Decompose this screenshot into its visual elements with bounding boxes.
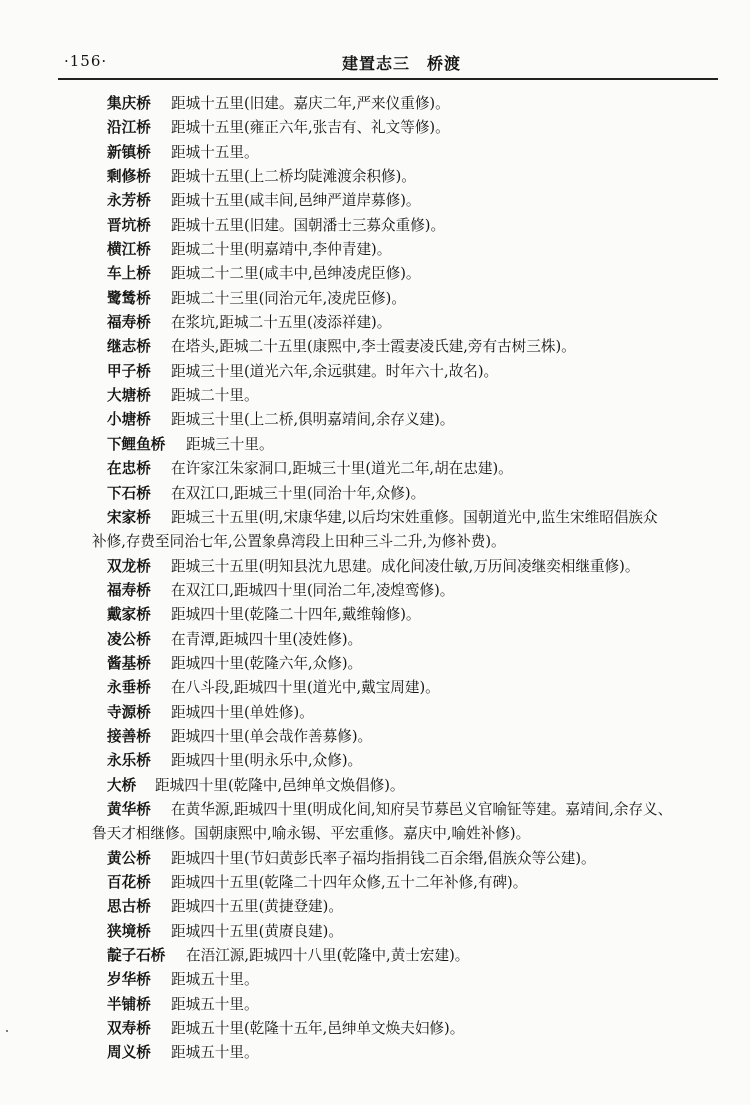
entry bbox=[0, 847, 750, 871]
entry-name: 下鲤鱼桥 bbox=[107, 435, 166, 453]
entry bbox=[0, 433, 750, 457]
entry-desc: 在浯江源,距城四十八里(乾隆中,黄士宏建)。 bbox=[186, 947, 470, 965]
entry-desc: 距城四十里(单会哉作善募修)。 bbox=[171, 727, 373, 745]
entry-name: 福寿桥 bbox=[107, 314, 151, 332]
entry bbox=[0, 384, 750, 408]
entry-desc: 在黄华源,距城四十里(明成化间,知府吴节募邑义官喻钲等建。嘉靖间,余存义、 bbox=[171, 800, 673, 818]
entry bbox=[0, 482, 750, 506]
entry-name: 大塘桥 bbox=[107, 387, 151, 405]
page-header bbox=[58, 50, 718, 80]
entry bbox=[0, 457, 750, 481]
entry-name: 黄公桥 bbox=[107, 849, 151, 867]
entry bbox=[0, 360, 750, 384]
entry-name: 永乐桥 bbox=[107, 752, 151, 770]
entry-desc: 在塔头,距城二十五里(康熙中,李士霞妻凌氏建,旁有古树三株)。 bbox=[171, 338, 576, 356]
entry bbox=[0, 701, 750, 725]
entry bbox=[0, 116, 750, 140]
entry bbox=[0, 165, 750, 189]
entry bbox=[0, 676, 750, 700]
entry-desc: 距城四十五里(黄捷登建)。 bbox=[171, 898, 343, 916]
entry bbox=[0, 774, 750, 798]
entry bbox=[0, 993, 750, 1017]
entry-desc: 在浆坑,距城二十五里(凌添祥建)。 bbox=[171, 314, 392, 332]
entry-name: 集庆桥 bbox=[107, 95, 151, 112]
entry-name: 狭境桥 bbox=[107, 922, 151, 940]
bridge-list bbox=[0, 92, 750, 1066]
entry bbox=[0, 408, 750, 432]
entry-name: 戴家桥 bbox=[107, 606, 151, 624]
entry-name: 继志桥 bbox=[107, 338, 151, 356]
entry-name: 永芳桥 bbox=[107, 192, 151, 210]
entry bbox=[0, 555, 750, 579]
entry bbox=[0, 1041, 750, 1065]
entry-name: 周义桥 bbox=[107, 1044, 151, 1062]
entry bbox=[0, 311, 750, 335]
entry bbox=[0, 335, 750, 359]
page-number: ·156· bbox=[64, 52, 108, 70]
entry-desc: 距城五十里。 bbox=[171, 1044, 259, 1062]
entry-name: 小塘桥 bbox=[107, 411, 151, 429]
entry-name: 大桥 bbox=[107, 776, 137, 794]
entry-name: 靛子石桥 bbox=[107, 947, 166, 965]
entry-desc: 距城十五里(旧建。国朝潘士三募众重修)。 bbox=[171, 216, 446, 234]
entry-desc-continued: 补修,存费至同治七年,公置象鼻湾段上田种三斗二升,为修补费)。 bbox=[92, 533, 506, 551]
entry-desc: 距城十五里(咸丰间,邑绅严道岸募修)。 bbox=[171, 192, 421, 210]
entry-desc: 距城四十里(乾隆二十四年,戴维翰修)。 bbox=[171, 606, 421, 624]
entry-name: 百花桥 bbox=[107, 874, 151, 891]
entry-name: 寺源桥 bbox=[107, 703, 151, 721]
entry-name: 思古桥 bbox=[107, 898, 151, 916]
entry-desc: 距城三十里(道光六年,余远骐建。时年六十,故名)。 bbox=[171, 362, 499, 380]
entry bbox=[0, 141, 750, 165]
entry bbox=[0, 725, 750, 749]
entry-name: 接善桥 bbox=[107, 727, 151, 745]
entry-name: 黄华桥 bbox=[107, 800, 151, 818]
entry-desc: 距城十五里。 bbox=[171, 143, 259, 161]
entry-name: 横江桥 bbox=[107, 241, 151, 259]
entry-name: 鹭鸶桥 bbox=[107, 289, 151, 307]
entry-name: 剩修桥 bbox=[107, 168, 151, 186]
entry-desc: 距城五十里。 bbox=[171, 971, 259, 989]
entry-desc: 距城五十里(乾隆十五年,邑绅单文焕夫妇修)。 bbox=[171, 1020, 465, 1038]
entry bbox=[0, 652, 750, 676]
entry-desc: 距城三十五里(明,宋康华建,以后均宋姓重修。国朝道光中,监生宋维昭倡族众 bbox=[171, 508, 658, 526]
entry-desc: 距城四十里(明永乐中,众修)。 bbox=[171, 752, 363, 770]
entry bbox=[0, 579, 750, 603]
entry-desc: 距城三十里(上二桥,俱明嘉靖间,余存义建)。 bbox=[171, 411, 455, 429]
entry-name: 晋坑桥 bbox=[107, 216, 151, 234]
entry-desc: 距城二十里。 bbox=[171, 387, 259, 405]
entry bbox=[0, 262, 750, 286]
entry bbox=[0, 798, 750, 847]
entry-name: 下石桥 bbox=[107, 484, 151, 502]
page-title: 建置志三 桥渡 bbox=[342, 54, 462, 73]
entry-desc: 在八斗段,距城四十里(道光中,戴宝周建)。 bbox=[171, 679, 440, 697]
entry bbox=[0, 871, 750, 895]
entry-desc: 距城二十里(明嘉靖中,李仲青建)。 bbox=[171, 241, 392, 259]
entry bbox=[0, 214, 750, 238]
entry bbox=[0, 287, 750, 311]
entry-desc: 距城四十里(乾隆中,邑绅单文焕倡修)。 bbox=[155, 776, 405, 794]
entry bbox=[0, 628, 750, 652]
entry-name: 双龙桥 bbox=[107, 557, 151, 575]
entry-name: 在忠桥 bbox=[107, 460, 151, 478]
entry-desc: 在双江口,距城三十里(同治十年,众修)。 bbox=[171, 484, 426, 502]
entry-name: 岁华桥 bbox=[107, 971, 151, 989]
entry-desc: 距城二十二里(咸丰中,邑绅凌虎臣修)。 bbox=[171, 265, 421, 283]
entry-name: 双寿桥 bbox=[107, 1020, 151, 1038]
entry bbox=[0, 238, 750, 262]
entry bbox=[0, 1017, 750, 1041]
entry-name: 酱基桥 bbox=[107, 654, 151, 672]
entry-desc: 距城五十里。 bbox=[171, 995, 259, 1013]
entry bbox=[0, 944, 750, 968]
entry bbox=[0, 92, 750, 116]
entry-desc: 距城三十五里(明知县沈九思建。成化间凌仕敏,万历间凌继奕相继重修)。 bbox=[171, 557, 640, 575]
entry bbox=[0, 603, 750, 627]
entry-name: 永垂桥 bbox=[107, 679, 151, 697]
entry-desc: 距城四十里(节妇黄彭氏率子福均指捐钱二百余缗,倡族众等公建)。 bbox=[171, 849, 596, 867]
entry-name: 沿江桥 bbox=[107, 119, 151, 137]
entry bbox=[0, 749, 750, 773]
entry-desc: 距城四十里(单姓修)。 bbox=[171, 703, 314, 721]
entry-desc: 距城十五里(雍正六年,张吉有、礼文等修)。 bbox=[171, 119, 450, 137]
entry-name: 半铺桥 bbox=[107, 995, 151, 1013]
entry bbox=[0, 506, 750, 555]
entry bbox=[0, 895, 750, 919]
entry-desc: 在青潭,距城四十里(凌姓修)。 bbox=[171, 630, 363, 648]
entry-name: 凌公桥 bbox=[107, 630, 151, 648]
entry bbox=[0, 968, 750, 992]
entry-desc: 距城十五里(旧建。嘉庆二年,严来仪重修)。 bbox=[171, 95, 450, 112]
entry-name: 新镇桥 bbox=[107, 143, 151, 161]
entry-desc: 距城三十里。 bbox=[186, 435, 274, 453]
entry-desc: 在双江口,距城四十里(同治二年,凌煌鸾修)。 bbox=[171, 581, 455, 599]
entry-desc: 在许家江朱家洞口,距城三十里(道光二年,胡在忠建)。 bbox=[171, 460, 513, 478]
entry-desc: 距城十五里(上二桥均陡滩渡余积修)。 bbox=[171, 168, 416, 186]
scan-speck bbox=[6, 1030, 8, 1032]
entry-desc: 距城四十里(乾隆六年,众修)。 bbox=[171, 654, 363, 672]
entry-desc: 距城四十五里(乾隆二十四年众修,五十二年补修,有碑)。 bbox=[171, 874, 528, 891]
entry bbox=[0, 920, 750, 944]
entry-name: 福寿桥 bbox=[107, 581, 151, 599]
entry-desc: 距城四十五里(黄赓良建)。 bbox=[171, 922, 343, 940]
entry-name: 宋家桥 bbox=[107, 508, 151, 526]
entry bbox=[0, 189, 750, 213]
entry-name: 车上桥 bbox=[107, 265, 151, 283]
entry-name: 甲子桥 bbox=[107, 362, 151, 380]
entry-desc: 距城二十三里(同治元年,凌虎臣修)。 bbox=[171, 289, 406, 307]
entry-desc-continued: 鲁天才相继修。国朝康熙中,喻永锡、平宏重修。嘉庆中,喻姓补修)。 bbox=[92, 825, 531, 843]
